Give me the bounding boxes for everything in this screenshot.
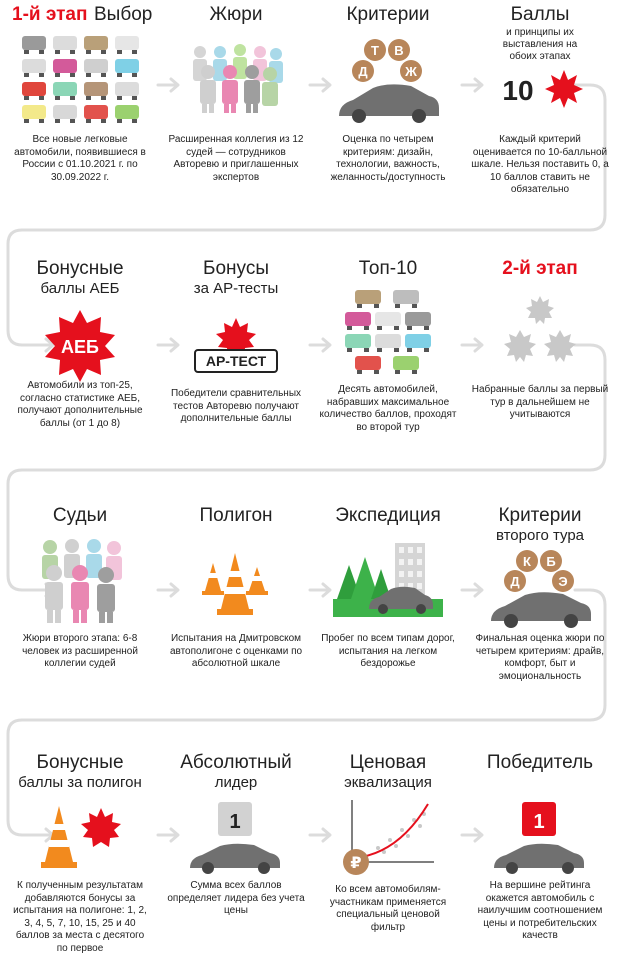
step-jury (166, 0, 306, 225)
step-criteria2 (470, 505, 610, 715)
car-with-criteria-icon (318, 36, 458, 126)
step-choice-desc: Все новые легковые автомобили, появившиеся в России с 01.10.2021 г. по 30.09.2022 г. (14, 134, 146, 183)
step-tests-subtitle: за АР-тесты (193, 280, 279, 297)
aeb-badge-text: АЕБ (61, 337, 99, 357)
step-price (318, 752, 458, 952)
step-leader-subtitle: лидер (214, 774, 258, 791)
stage1-label: 1-й этап (12, 4, 88, 25)
criteria-letter: Д (358, 64, 368, 79)
starburst-icon (545, 70, 583, 108)
step-judges (10, 505, 150, 715)
criteria-letter: Т (371, 43, 379, 58)
step-price-title: Ценовая (349, 752, 427, 773)
step-jury-title: Жюри (209, 4, 263, 25)
step-polygon-desc: Испытания на Дмитровском автополигоне с оценками по абсолютной шкале (169, 633, 303, 669)
tests-badge-text: АР-ТЕСТ (205, 353, 267, 369)
step-winner-title: Победитель (486, 752, 594, 773)
criteria-letter: Ж (405, 64, 417, 79)
traffic-cones-icon (166, 549, 306, 619)
step-top10-desc: Десять автомобилей, набравших максимальное количество баллов, проходят во второй тур (319, 384, 457, 433)
step-criteria2-title: Критерии (498, 505, 582, 526)
starburst-icon (81, 808, 121, 847)
people-group-icon (10, 537, 150, 625)
cone-burst-illustration (10, 802, 150, 872)
step-expedition (318, 505, 458, 715)
step-top10 (318, 258, 458, 470)
points-number: 10 (502, 75, 534, 106)
step-jury-desc: Расширенная коллегия из 12 судей — сотрудников Авторевю и приглашенных экспертов (168, 134, 304, 183)
step-winner (470, 752, 610, 952)
starburst-cluster-icon (470, 294, 610, 370)
step-criteria2-desc: Финальная оценка жюри по четырем критериям: драйв, комфорт, быт и эмоциональность (475, 633, 605, 682)
forest-road-icon (318, 539, 458, 619)
step-leader-desc: Сумма всех баллов определяет лидера без учета цены (167, 880, 305, 916)
stage2-label: 2-й этап (502, 258, 578, 279)
step-price-desc: Ко всем автомобилям-участникам применяется специальный ценовой фильтр (329, 884, 447, 933)
car-grid-icon (10, 34, 150, 126)
step-aeb-title: Бонусные (36, 258, 124, 279)
step-winner-desc: На вершине рейтинга окажется автомобиль с наилучшим соотношением цены и потребительских качеств (477, 880, 603, 941)
step-tests-desc: Победители сравнительных тестов Авторевю получают дополнительные баллы (170, 388, 302, 424)
step-judges-desc: Жюри второго этапа: 6-8 человек из расширенной коллегии судей (22, 633, 138, 669)
aeb-badge-illustration (10, 308, 150, 384)
leader-rank: 1 (229, 811, 241, 833)
step-choice-title: Выбор (94, 4, 153, 25)
people-group-icon (166, 42, 306, 114)
car-grid-icon (318, 288, 458, 376)
step-tests-title: Бонусы (203, 258, 269, 279)
criteria-letter: В (394, 43, 404, 58)
step-criteria-desc: Оценка по четырем критериям: дизайн, технологии, важность, желанность/доступность (330, 134, 446, 183)
step-stage2 (470, 258, 610, 470)
step-points-desc: Каждый критерий оценивается по 10-балльной шкале. Нельзя поставить 0, а 10 баллов ставить не обязательно (471, 134, 609, 195)
step-aeb-subtitle: баллы АЕБ (40, 280, 120, 297)
step-expedition-title: Экспедиция (335, 505, 441, 526)
step-bonus-polygon (10, 752, 150, 952)
step-criteria (318, 0, 458, 225)
step-bonus-polygon-subtitle: баллы за полигон (18, 774, 142, 791)
ruble-icon: ₽ (350, 853, 362, 872)
step-stage2-desc: Набранные баллы за первый тур в дальнейшем не учитываются (471, 384, 609, 420)
step-top10-title: Топ-10 (358, 258, 418, 279)
leader-illustration (166, 800, 306, 876)
criteria-letter: К (523, 554, 531, 569)
step-leader (166, 752, 306, 952)
step-polygon-title: Полигон (199, 505, 273, 526)
step-bonus-polygon-desc: К полученным результатам добавляются бонусы за испытания на полигоне: 1, 2, 3, 4, 5, 7, 10, 15, 25 и 40 баллов за места с десятого по первое (13, 880, 147, 954)
step-leader-title: Абсолютный (180, 752, 292, 773)
step-criteria-title: Критерии (346, 4, 430, 25)
step-aeb-desc: Автомобили из топ-25, согласно статистике АЕБ, получают дополнительные баллы (от 1 до 8) (17, 380, 143, 429)
step-bonus-polygon-title: Бонусные (36, 752, 124, 773)
step-points-subtitle: и принципы их выставления на обоих этапах (502, 27, 578, 62)
step-price-subtitle: эквализация (344, 774, 432, 791)
step-aeb (10, 258, 150, 470)
step-tests (166, 258, 306, 470)
step-polygon (166, 505, 306, 715)
criteria-letter: Д (510, 574, 520, 589)
price-curve-icon (318, 796, 458, 880)
points-illustration (470, 68, 610, 112)
criteria-letter: Э (558, 574, 568, 589)
traffic-cone-icon (45, 806, 73, 862)
tests-badge-illustration (166, 314, 306, 380)
step-points-title: Баллы (510, 4, 570, 25)
winner-rank: 1 (533, 811, 545, 833)
step-points (470, 0, 610, 225)
car-with-criteria-icon (470, 549, 610, 629)
step-choice (10, 0, 153, 225)
step-expedition-desc: Пробег по всем типам дорог, испытания на легком бездорожье (321, 633, 455, 669)
step-judges-title: Судьи (52, 505, 108, 526)
winner-illustration (470, 800, 610, 876)
criteria-letter: Б (546, 554, 556, 569)
step-criteria2-subtitle: второго тура (495, 527, 585, 544)
